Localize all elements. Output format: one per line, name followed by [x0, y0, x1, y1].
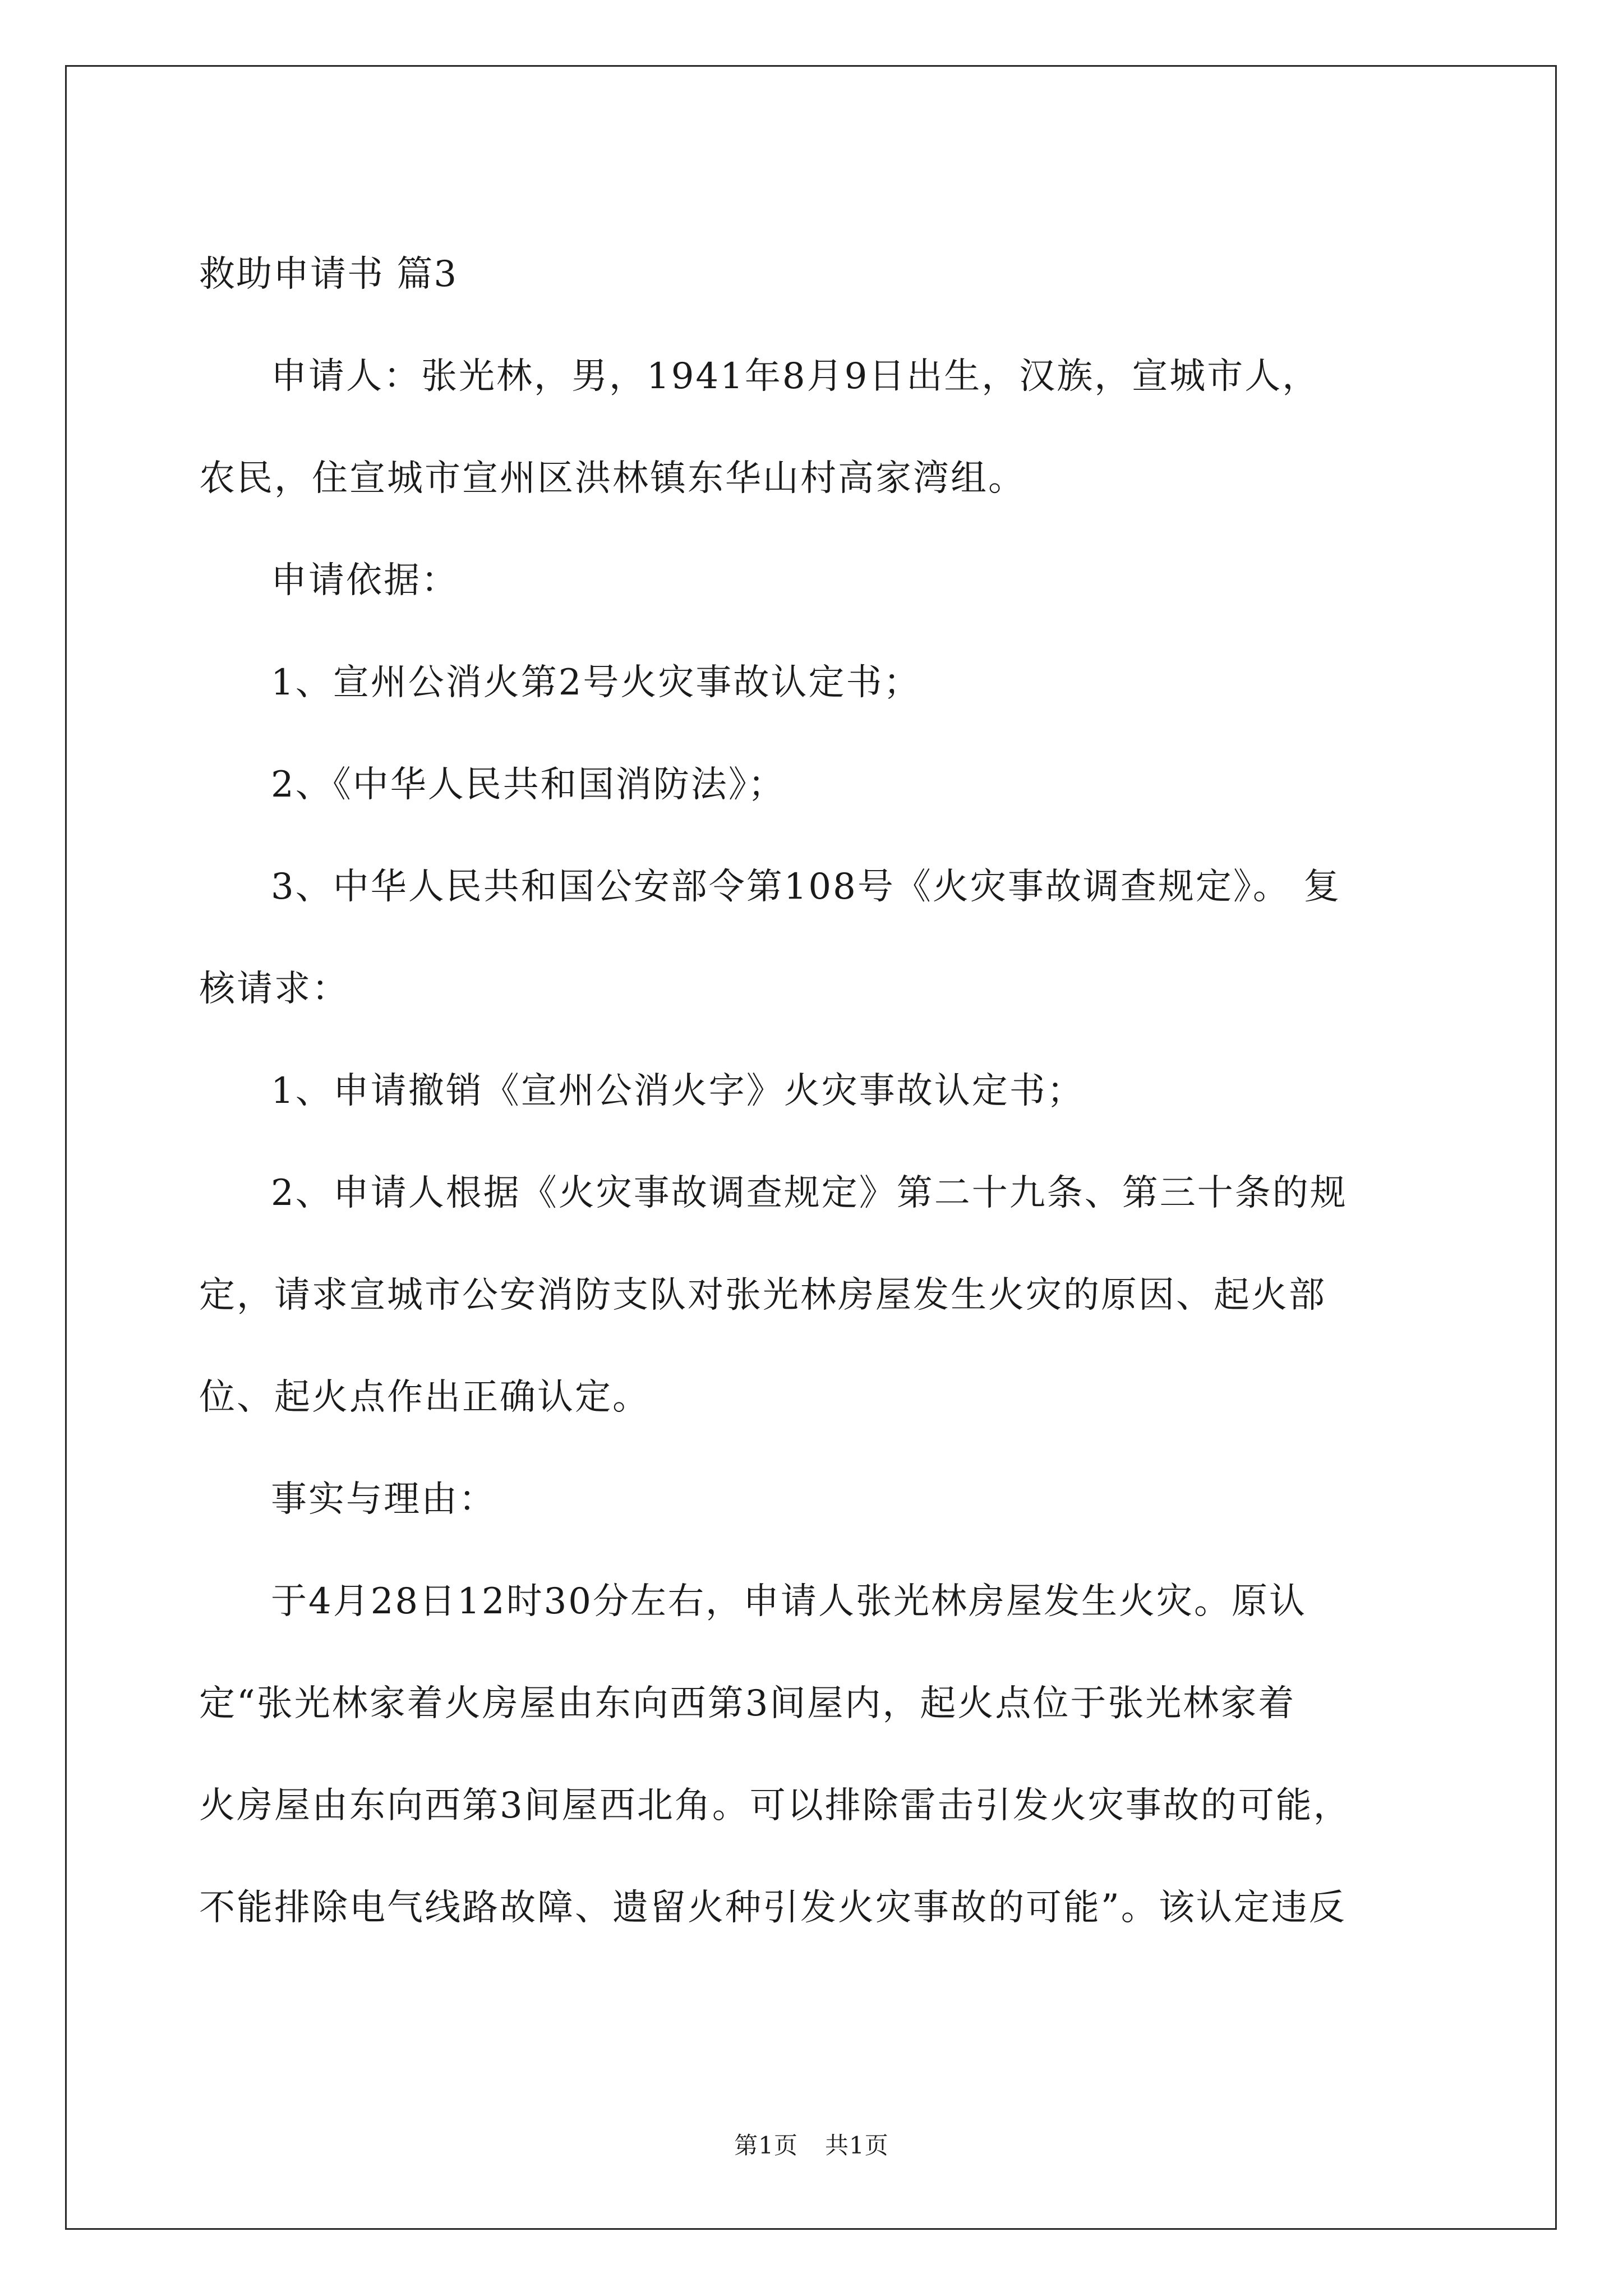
document-body — [199, 223, 1427, 1959]
paragraph-line: 于4月28日12时30分左右，申请人张光林房屋发生火灾。原认 — [271, 1581, 1307, 1622]
paragraph-line: 定“张光林家着火房屋由东向西第3间屋内，起火点位于张光林家着 — [199, 1683, 1296, 1724]
page-footer — [0, 2129, 1623, 2162]
document-title: 救助申请书 篇3 — [199, 254, 458, 295]
page-total: 共1页 — [825, 2132, 889, 2159]
paragraph-line: 不能排除电气线路故障、遗留火种引发火灾事故的可能”。该认定违反 — [199, 1887, 1347, 1929]
section-heading: 核请求： — [199, 968, 349, 1010]
list-item: 2、《中华人民共和国消防法》； — [271, 764, 786, 806]
paragraph-line: 位、起火点作出正确认定。 — [199, 1377, 650, 1418]
section-heading: 事实与理由： — [271, 1479, 496, 1520]
paragraph-line: 火房屋由东向西第3间屋西北角。可以排除雷击引发火灾事故的可能， — [199, 1785, 1351, 1826]
list-item: 3、中华人民共和国公安部令第108号《火灾事故调查规定》。 复 — [271, 866, 1341, 908]
paragraph-line: 农民，住宣城市宣州区洪林镇东华山村高家湾组。 — [199, 458, 1026, 499]
list-item: 1、申请撤销《宣州公消火字》火灾事故认定书； — [271, 1070, 1085, 1112]
paragraph-line: 申请人：张光林，男，1941年8月9日出生，汉族，宣城市人， — [271, 356, 1320, 397]
list-item: 2、申请人根据《火灾事故调查规定》第二十九条、第三十条的规 — [271, 1172, 1348, 1214]
paragraph-line: 定，请求宣城市公安消防支队对张光林房屋发生火灾的原因、起火部 — [199, 1274, 1326, 1316]
list-item: 1、宣州公消火第2号火灾事故认定书； — [271, 662, 921, 703]
section-heading: 申请依据： — [271, 560, 459, 601]
page-number: 第1页 — [734, 2132, 798, 2159]
